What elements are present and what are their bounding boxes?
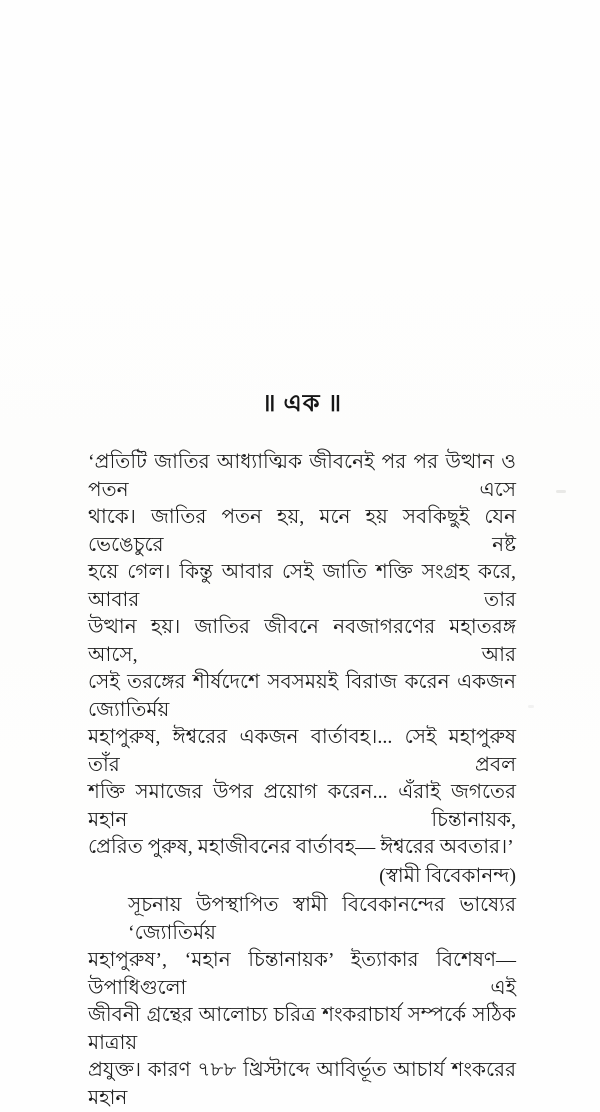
body-line: জীবনী গ্রন্থের আলোচ্য চরিত্র শংকরাচার্য সম্পর্কে সঠিক মাত্রায়: [88, 1004, 516, 1054]
text-block: [88, 385, 516, 1112]
quote-line: মহাপুরুষ, ঈশ্বরের একজন বার্তাবহ।... সেই মহাপুরুষ তাঁর প্রবল: [88, 726, 516, 776]
scan-artifact: [528, 705, 534, 708]
quote-line: শক্তি সমাজের উপর প্রয়োগ করেন... এঁরাই জগতের মহান চিন্তানায়ক,: [88, 781, 516, 831]
quote-paragraph: [88, 449, 516, 862]
quote-line: ‘প্রতিটি জাতির আধ্যাত্মিক জীবনেই পর পর উত্থান ও পতন এসে: [88, 451, 516, 501]
chapter-heading: ॥ এক ॥: [261, 391, 343, 417]
body-line: মহাপুরুষ’, ‘মহান চিন্তানায়ক’ ইত্যাকার বিশেষণ—উপাধিগুলো এই: [88, 949, 516, 999]
body-line: সূচনায় উপস্থাপিত স্বামী বিবেকানন্দের ভাষ্যের ‘জ্যোতির্ময়: [128, 894, 516, 944]
quote-line: উত্থান হয়। জাতির জীবনে নবজাগরণের মহাতরঙ্গ আসে, আর: [88, 616, 516, 666]
quote-attribution: (স্বামী বিবেকানন্দ): [379, 864, 516, 887]
body-paragraph: [88, 892, 516, 1112]
quote-line: থাকে। জাতির পতন হয়, মনে হয় সবকিছুই যেন ভেঙেচুরে নষ্ট: [88, 506, 516, 556]
body-line: প্রযুক্ত। কারণ ৭৮৮ খ্রিস্টাব্দে আবির্ভূত আচার্য শংকরের মহান: [88, 1059, 516, 1109]
quote-line: প্রেরিত পুরুষ, মহাজীবনের বার্তাবহ— ঈশ্বরের অবতার।’: [88, 836, 514, 858]
quote-line: হয়ে গেল। কিন্তু আবার সেই জাতি শক্তি সংগ্রহ করে, আবার তার: [88, 561, 516, 611]
scan-artifact: [556, 490, 566, 493]
quote-line: সেই তরঙ্গের শীর্ষদেশে সবসময়ই বিরাজ করেন একজন জ্যোতির্ময়: [88, 671, 516, 721]
